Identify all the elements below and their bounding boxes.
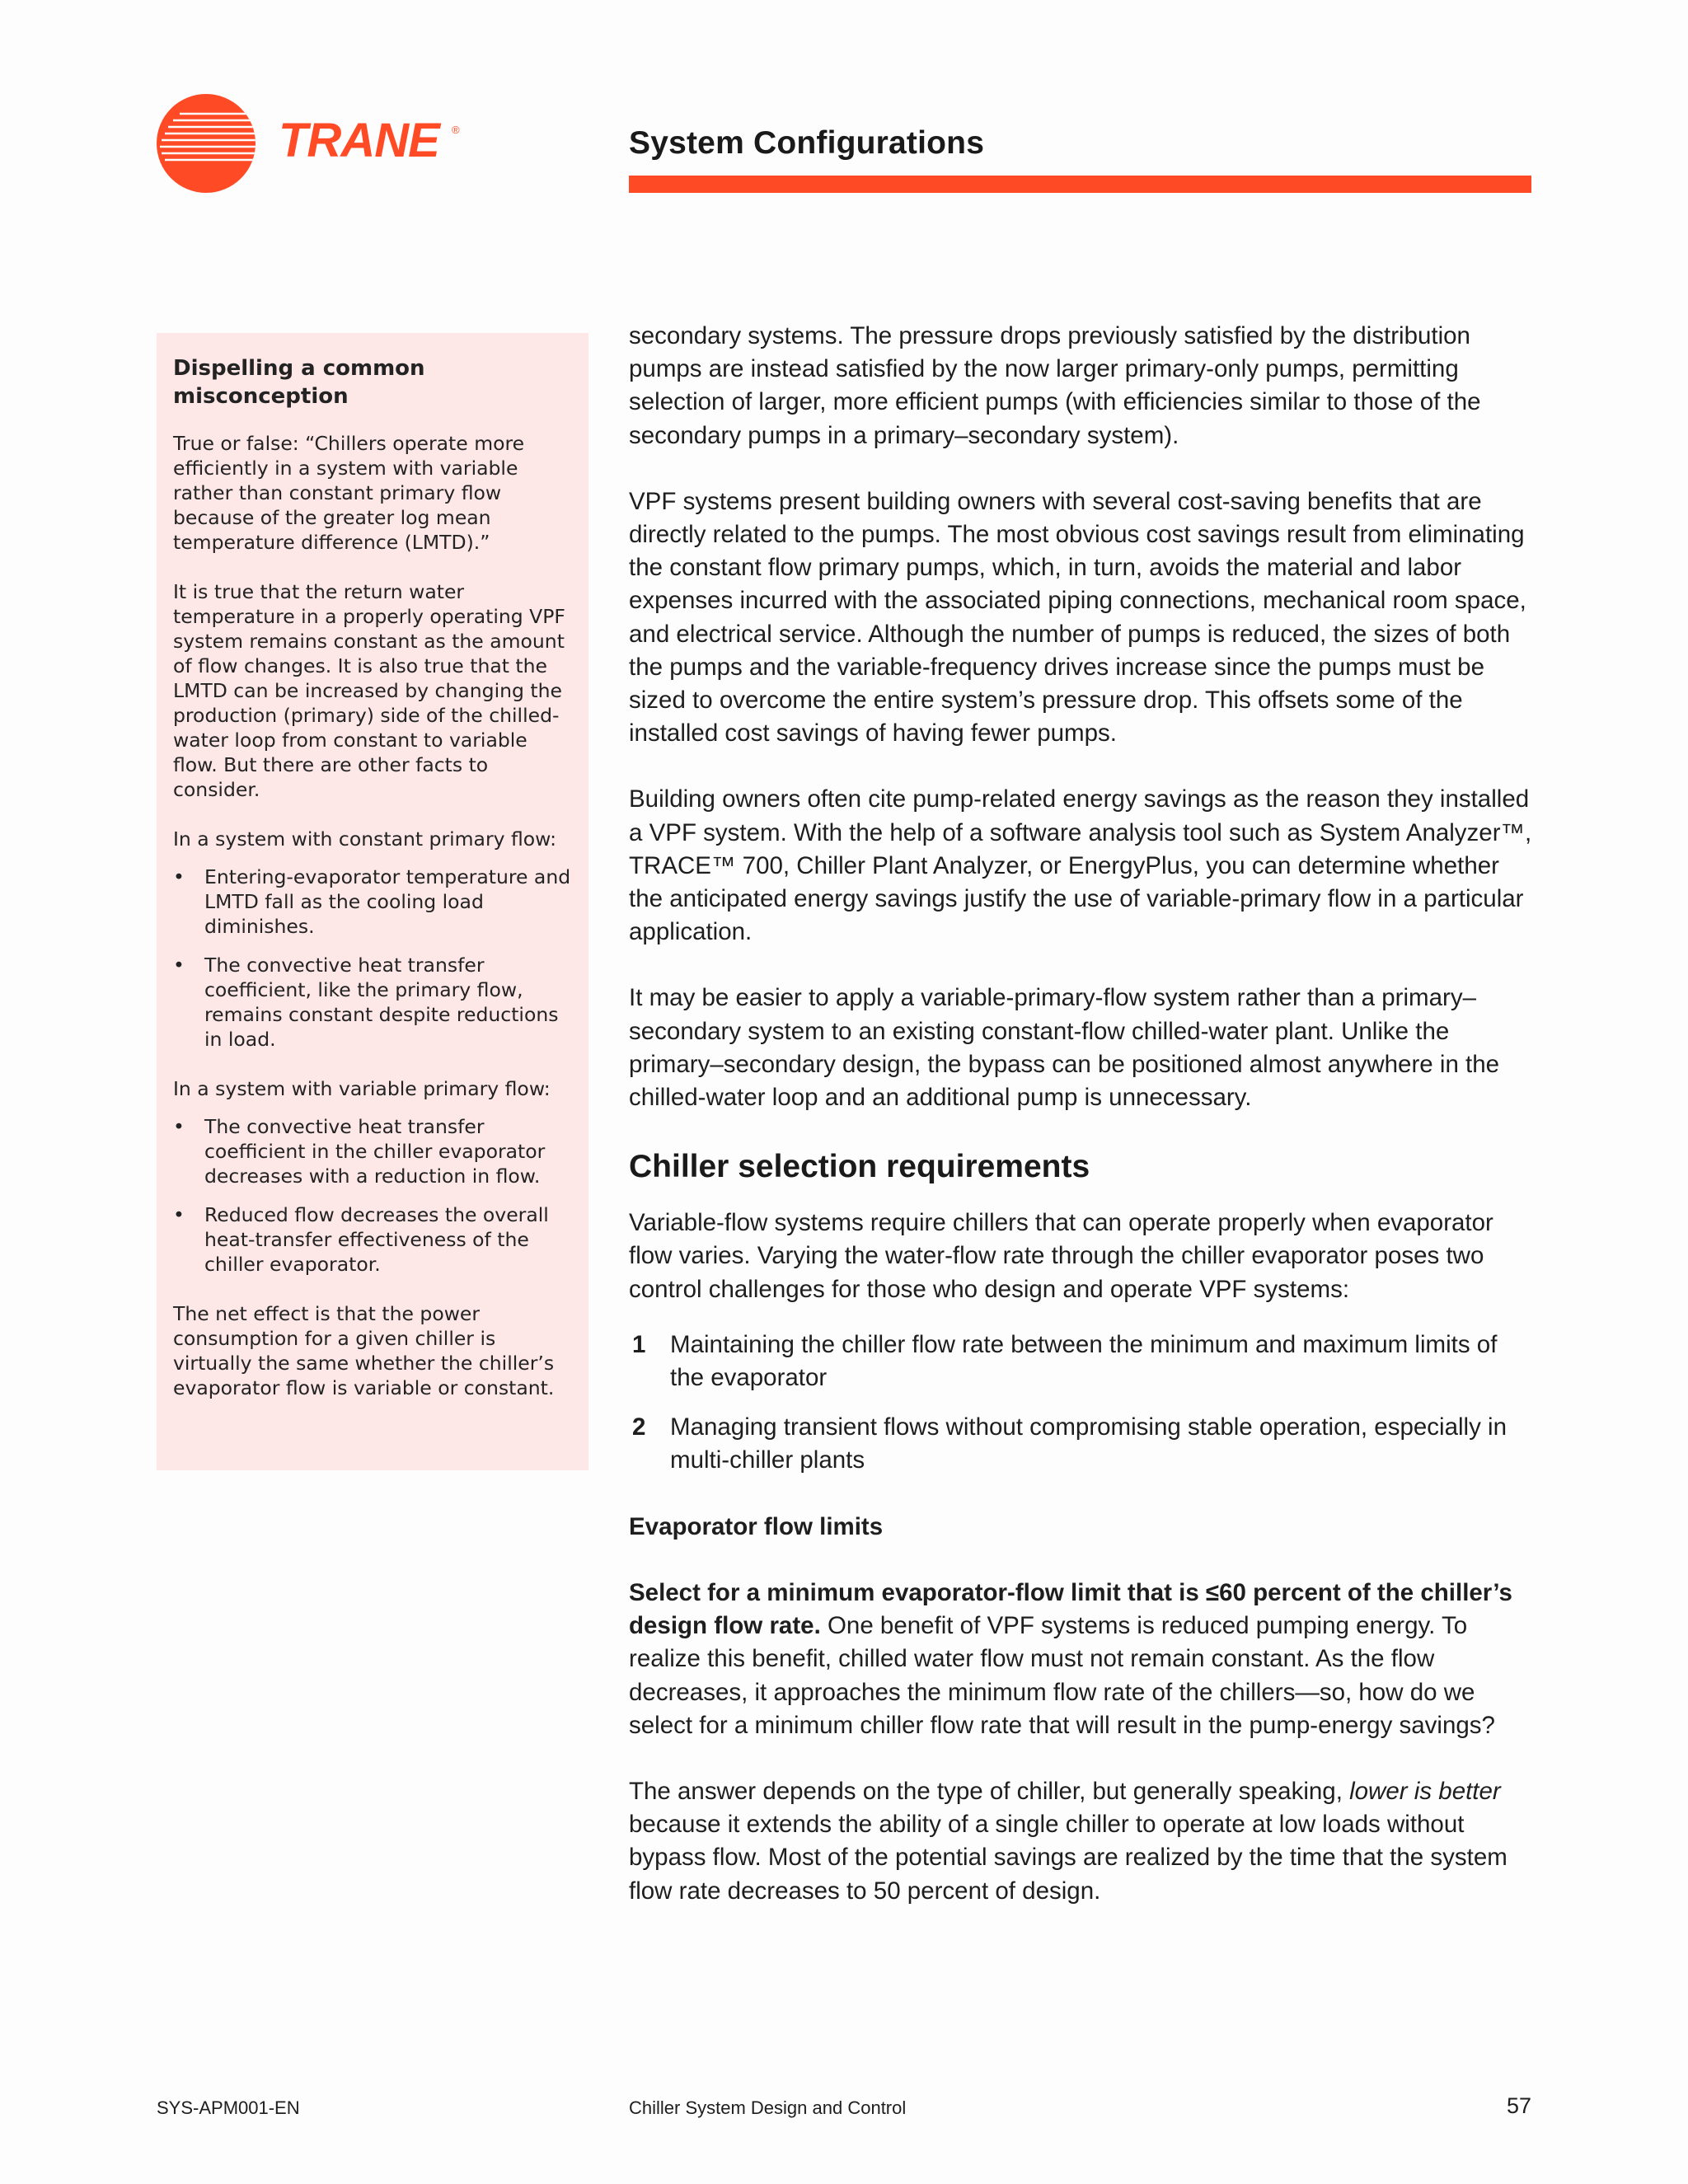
body-paragraph: It may be easier to apply a variable-primary-flow system rather than a primary–secondary system to an existing constant-flow chilled-water plant. Unlike the primary–secondary design, the bypass can be positioned almost anywhere in the chilled-water loop and an additional pump is unnecessary. xyxy=(629,984,1500,1112)
logo-wordmark: TRANE xyxy=(279,114,439,167)
sidebar-paragraph: In a system with constant primary flow: xyxy=(173,827,557,851)
list-item: • The convective heat transfer coefficient in the chiller evaporator decreases with a reduction in flow. xyxy=(173,1114,572,1188)
trane-logo xyxy=(155,92,468,194)
sidebar-heading: Dispelling a common misconception xyxy=(173,356,425,409)
emphasis-italic: lower is better xyxy=(1349,1777,1501,1805)
item-number: 2 xyxy=(632,1413,646,1441)
section-heading: Chiller selection requirements xyxy=(629,1149,1090,1185)
sidebar-paragraph: It is true that the return water temperature in a properly operating VPF system remains constant as the amount of flow changes. It is also true that the LMTD can be increased by changing the production (primary) side of the chilled-water loop from constant to variable flow. But there are other facts to consider. xyxy=(173,580,565,801)
item-text: Managing transient flows without compromising stable operation, especially in multi-chiller plants xyxy=(670,1413,1507,1474)
svg-text:®: ® xyxy=(452,124,460,136)
subsection-heading: Evaporator flow limits xyxy=(629,1512,884,1540)
body-paragraph xyxy=(629,1577,1534,1742)
numbered-list xyxy=(629,1329,1534,1478)
footer-doc-title: Chiller System Design and Control xyxy=(629,2097,907,2118)
sidebar-list-constant-flow xyxy=(173,865,572,1052)
item-number: 1 xyxy=(632,1330,646,1358)
title-rule xyxy=(629,176,1531,193)
numbered-item xyxy=(629,1411,1534,1477)
numbered-item xyxy=(629,1329,1534,1394)
paragraph-text: because it extends the ability of a single chiller to operate at low loads without bypass flow. Most of the potential savings are realized by the time that the system flow rate decreases to 50 percent of design. xyxy=(629,1811,1507,1905)
page-number: 57 xyxy=(1506,2093,1531,2118)
main-content xyxy=(629,320,1534,1941)
footer-doc-id: SYS-APM001-EN xyxy=(157,2097,300,2118)
item-text: Maintaining the chiller flow rate between the minimum and maximum limits of the evaporator xyxy=(670,1330,1498,1392)
sidebar-callout xyxy=(157,333,588,1470)
sidebar-list-variable-flow xyxy=(173,1114,572,1277)
body-paragraph xyxy=(629,1775,1534,1908)
body-paragraph: secondary systems. The pressure drops previously satisfied by the distribution pumps are instead satisfied by the now larger primary-only pumps, permitting selection of larger, more efficient pumps (with efficiencies similar to those of the secondary pumps in a primary–secondary system). xyxy=(629,322,1481,449)
paragraph-text: One benefit of VPF systems is reduced pumping energy. To realize this benefit, chilled water flow must not remain constant. As the flow decreases, it approaches the minimum flow rate of the chillers—so, how do we select for a minimum chiller flow rate that will result in the pump-energy savings? xyxy=(629,1612,1495,1739)
list-item: • The convective heat transfer coefficient, like the primary flow, remains constant despite reductions in load. xyxy=(173,953,572,1052)
body-paragraph: Variable-flow systems require chillers that can operate properly when evaporator flow varies. Varying the water-flow rate through the chiller evaporator poses two control challenges for those who design and operate VPF systems: xyxy=(629,1209,1493,1303)
body-paragraph: Building owners often cite pump-related energy savings as the reason they installed a VPF system. With the help of a software analysis tool such as System Analyzer™, TRACE™ 700, Chiller Plant Analyzer, or EnergyPlus, you can determine whether the anticipated energy savings justify the use of variable-primary flow in a particular application. xyxy=(629,785,1532,946)
body-paragraph: VPF systems present building owners with several cost-saving benefits that are directly related to the pumps. The most obvious cost savings result from eliminating the constant flow primary pumps, which, in turn, avoids the material and labor expenses incurred with the associated piping connections, mechanical room space, and electrical service. Although the number of pumps is reduced, the sizes of both the pumps and the variable-frequency drives increase since the pumps must be sized to overcome the entire system’s pressure drop. This offsets some of the installed cost savings of having fewer pumps. xyxy=(629,487,1526,748)
sidebar-paragraph: In a system with variable primary flow: xyxy=(173,1077,551,1100)
lead-in-bold: Select for a minimum evaporator-flow limit that is ≤60 percent of the chiller’s design flow rate. xyxy=(629,1578,1512,1640)
list-item: • Entering-evaporator temperature and LMTD fall as the cooling load diminishes. xyxy=(173,865,572,939)
paragraph-text: The answer depends on the type of chiller, but generally speaking, xyxy=(629,1777,1350,1805)
sidebar-paragraph: The net effect is that the power consumption for a given chiller is virtually the same whether the chiller’s evaporator flow is variable or constant. xyxy=(173,1302,555,1399)
section-title: System Configurations xyxy=(629,125,985,161)
sidebar-paragraph: True or false: “Chillers operate more efficiently in a system with variable rather than constant primary flow because of the greater log mean temperature difference (LMTD).” xyxy=(173,432,525,554)
list-item: • Reduced flow decreases the overall heat-transfer effectiveness of the chiller evaporator. xyxy=(173,1202,572,1277)
